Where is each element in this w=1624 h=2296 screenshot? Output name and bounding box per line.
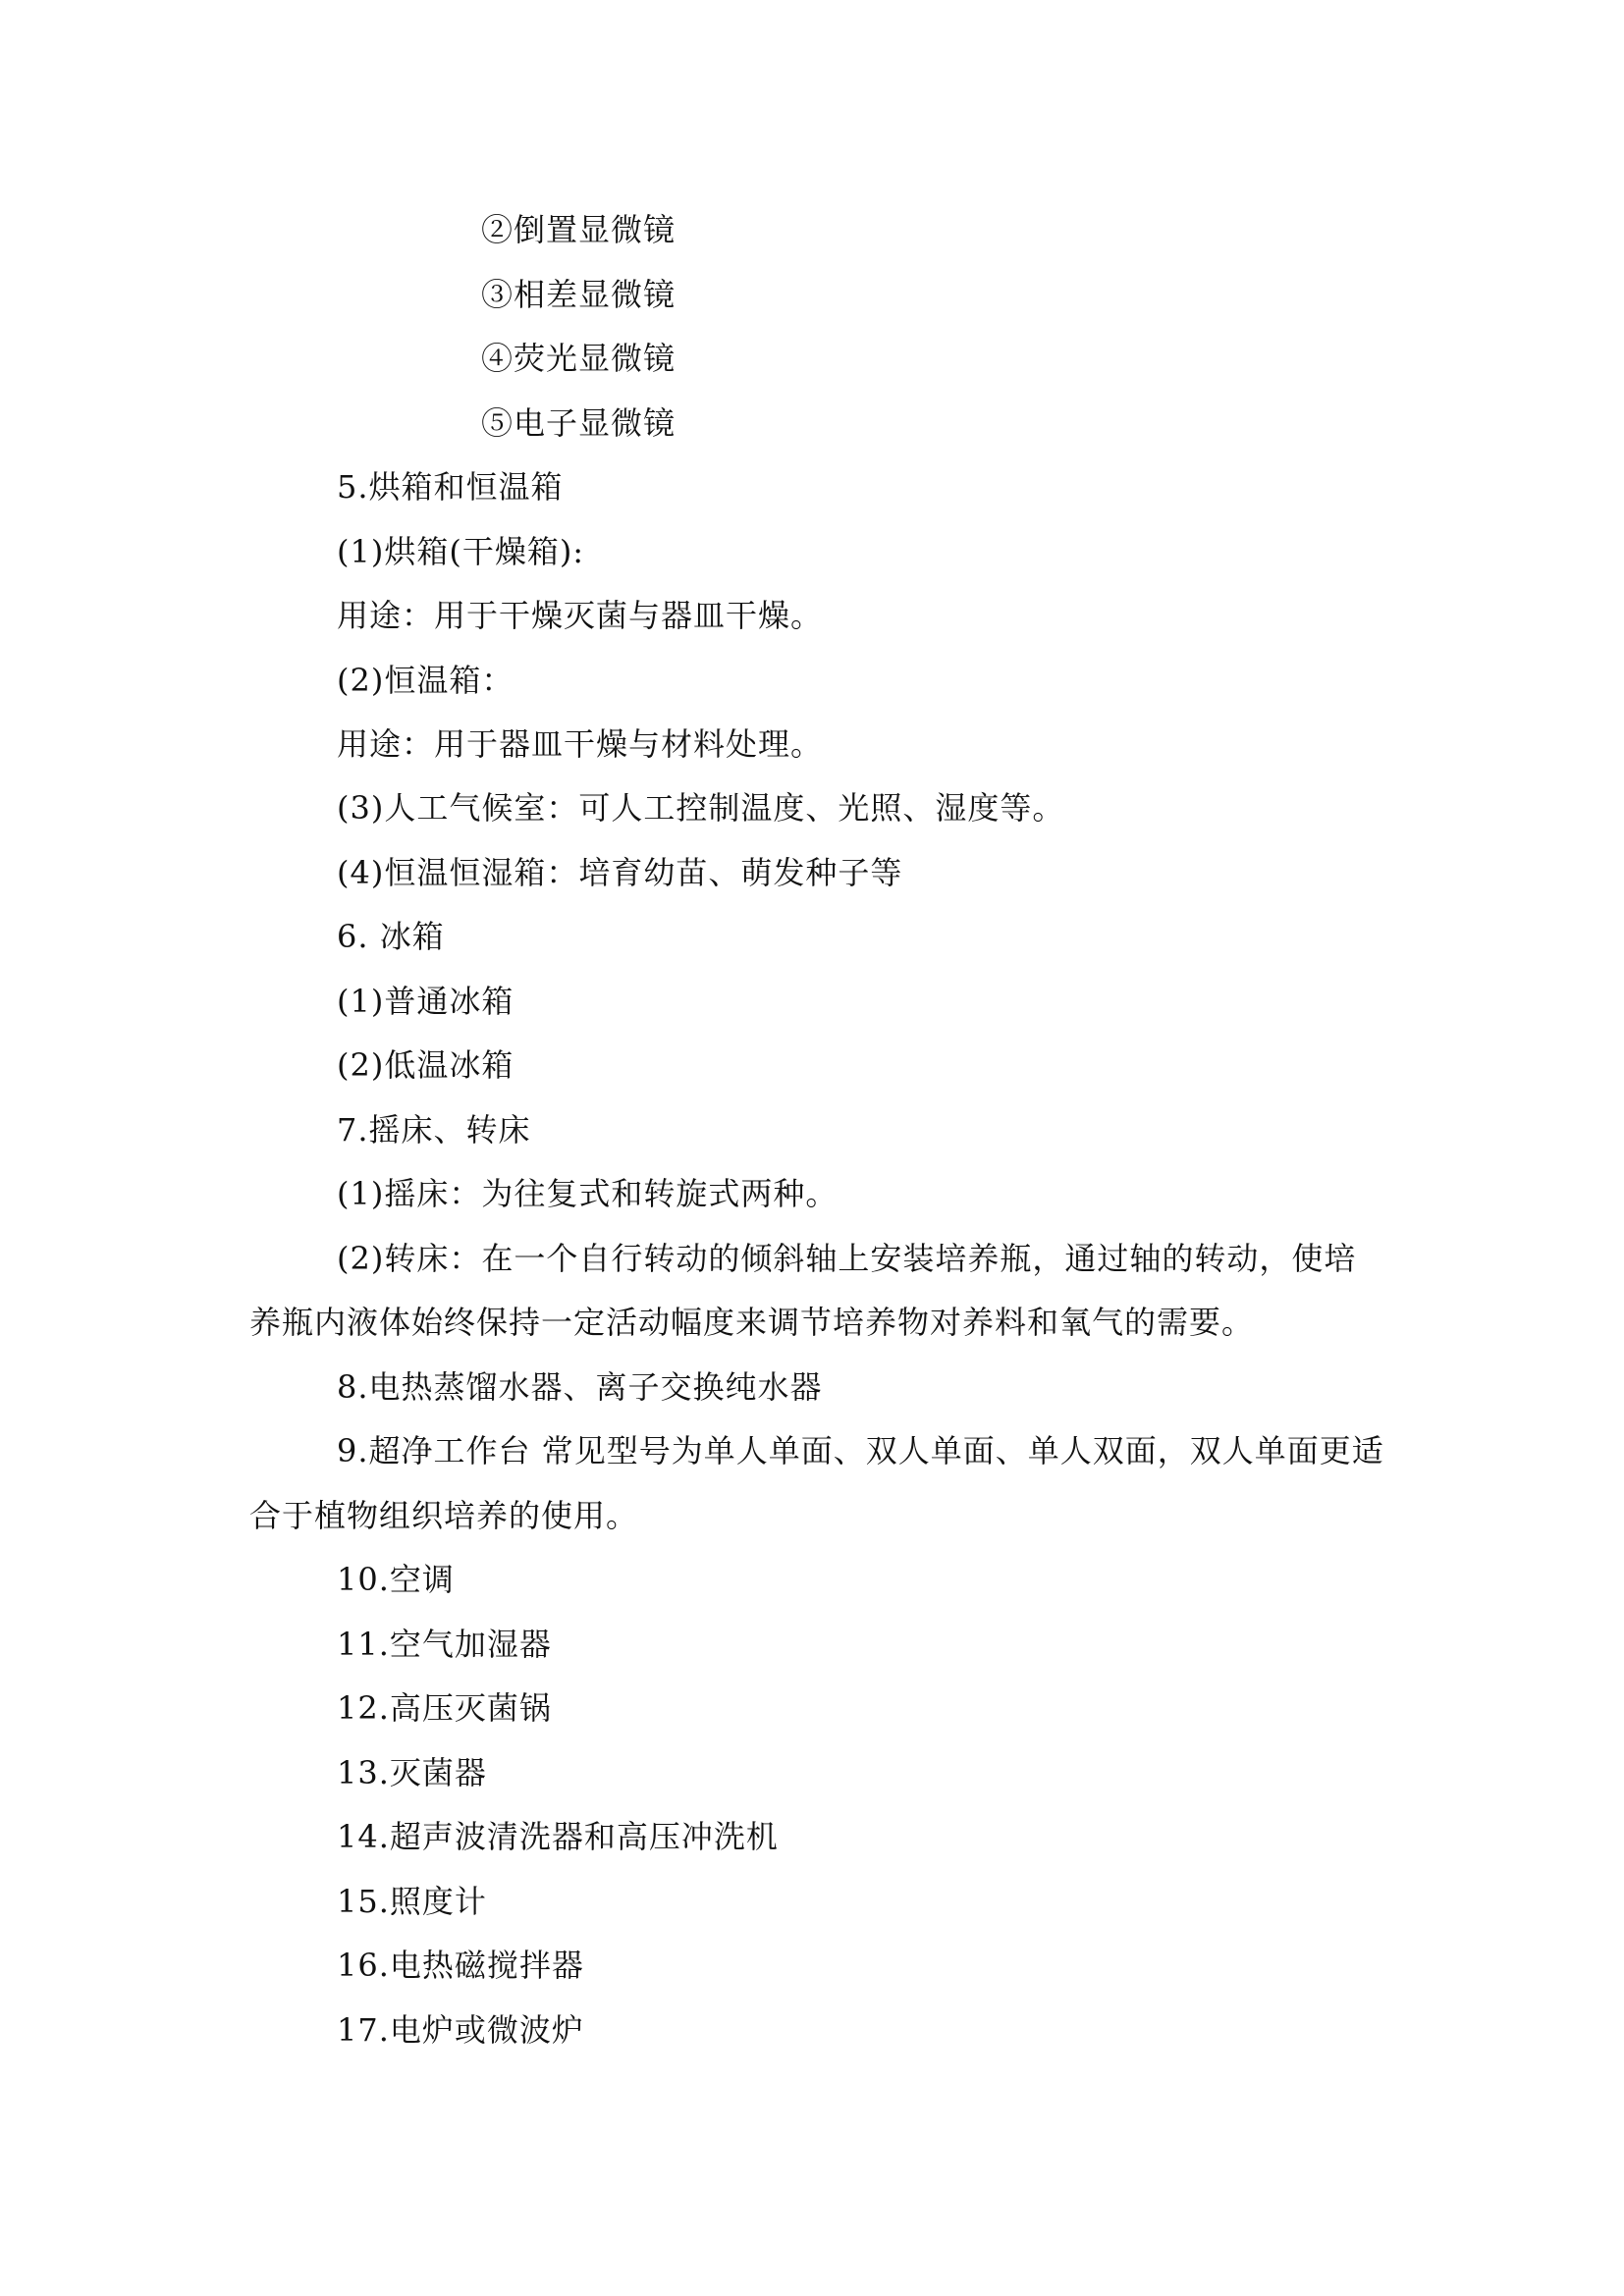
section-clean-bench-line1: 9.超净工作台 常见型号为单人单面、双人单面、单人双面，双人单面更适 [337, 1432, 1384, 1469]
text-incubator-usage: 用途：用于器皿干燥与材料处理。 [337, 725, 824, 763]
section-furnace-microwave: 17.电炉或微波炉 [337, 2011, 584, 2049]
subsection-climate-room: (3)人工气候室：可人工控制温度、光照、湿度等。 [337, 789, 1065, 827]
section-clean-bench-line2: 合于植物组织培养的使用。 [249, 1497, 639, 1534]
section-refrigerator: 6. 冰箱 [337, 918, 445, 955]
section-humidifier: 11.空气加湿器 [337, 1626, 552, 1663]
subsection-rotator-line1: (2)转床：在一个自行转动的倾斜轴上安装培养瓶，通过轴的转动，使培 [337, 1240, 1357, 1277]
text-oven-usage: 用途：用于干燥灭菌与器皿干燥。 [337, 597, 824, 634]
section-ultrasonic-cleaner: 14.超声波清洗器和高压冲洗机 [337, 1818, 779, 1855]
subsection-low-temp-refrigerator: (2)低温冰箱 [337, 1046, 514, 1084]
section-water-purifier: 8.电热蒸馏水器、离子交换纯水器 [337, 1368, 823, 1406]
section-sterilizer: 13.灭菌器 [337, 1754, 487, 1791]
item-inverted-microscope: ②倒置显微镜 [481, 211, 677, 248]
section-magnetic-stirrer: 16.电热磁搅拌器 [337, 1947, 584, 1984]
subsection-drying-oven: (1)烘箱(干燥箱): [337, 533, 585, 570]
subsection-humidity-chamber: (4)恒温恒湿箱：培育幼苗、萌发种子等 [337, 854, 903, 891]
subsection-rotator-line2: 养瓶内液体始终保持一定活动幅度来调节培养物对养料和氧气的需要。 [249, 1304, 1255, 1341]
section-autoclave: 12.高压灭菌锅 [337, 1689, 552, 1727]
section-lux-meter: 15.照度计 [337, 1883, 487, 1920]
section-shaker: 7.摇床、转床 [337, 1111, 531, 1148]
section-oven-incubator: 5.烘箱和恒温箱 [337, 468, 564, 506]
subsection-incubator: (2)恒温箱： [337, 662, 514, 699]
item-phase-contrast-microscope: ③相差显微镜 [481, 276, 677, 313]
section-air-conditioner: 10.空调 [337, 1561, 455, 1598]
subsection-shaker: (1)摇床：为往复式和转旋式两种。 [337, 1175, 839, 1212]
item-electron-microscope: ⑤电子显微镜 [481, 404, 677, 442]
item-fluorescence-microscope: ④荧光显微镜 [481, 340, 677, 377]
subsection-normal-refrigerator: (1)普通冰箱 [337, 983, 514, 1020]
